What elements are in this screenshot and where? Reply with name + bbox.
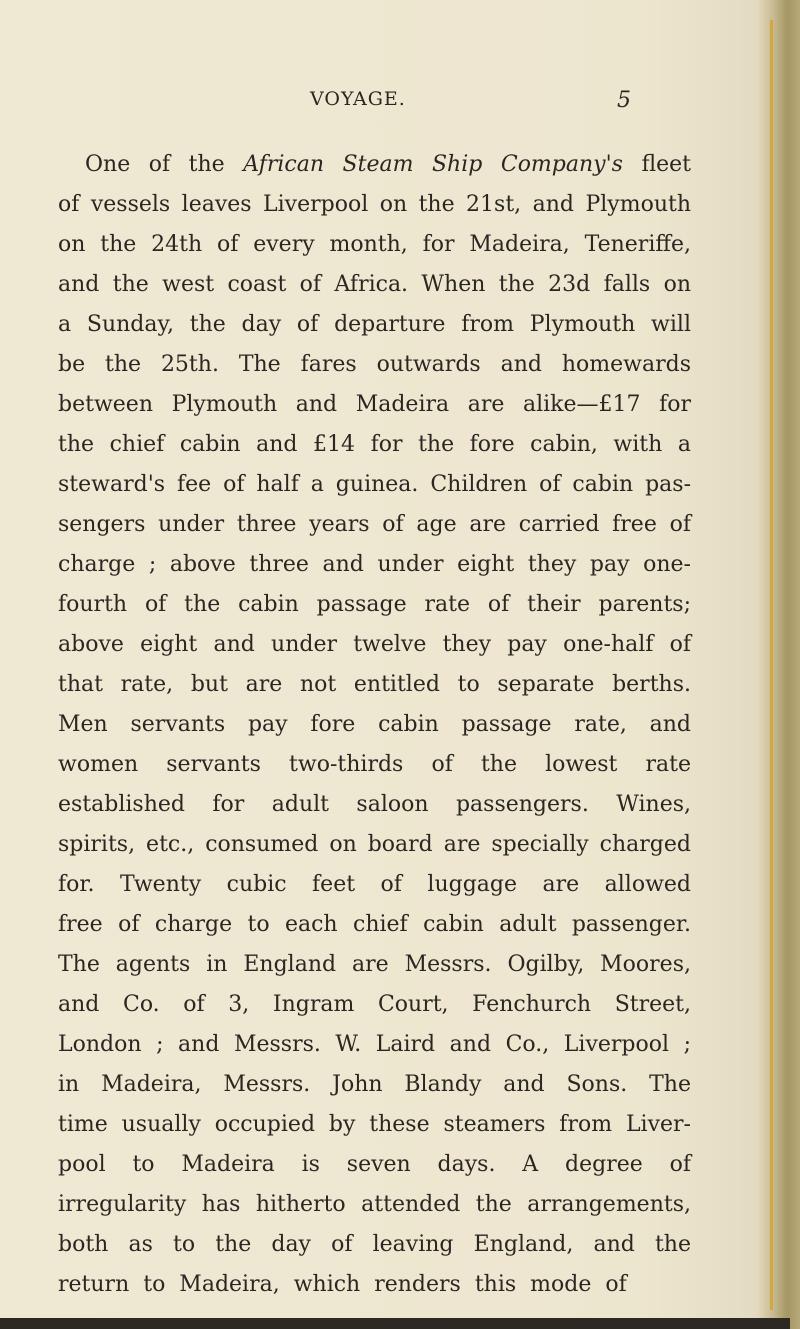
text-line: above eight and under twelve they pay one-half of — [58, 632, 691, 657]
text-line: in Madeira, Messrs. John Blandy and Sons. The — [58, 1072, 691, 1097]
text-line-last: return to Madeira, which renders this mode of — [58, 1272, 627, 1297]
text-line: that rate, but are not entitled to separate berths. — [58, 672, 691, 697]
running-title: VOYAGE. — [310, 88, 406, 110]
text-line-end: fleet — [622, 152, 692, 177]
text-line: fourth of the cabin passage rate of their parents; — [58, 592, 691, 617]
text-line: spirits, etc., consumed on board are specially charged — [58, 832, 691, 857]
running-head — [0, 88, 760, 118]
text-line: between Plymouth and Madeira are alike—£17 for — [58, 392, 691, 417]
text-line: time usually occupied by these steamers from Liver- — [58, 1112, 691, 1137]
text-line: and the west coast of Africa. When the 23d falls on — [58, 272, 691, 297]
body-paragraph — [58, 145, 691, 1305]
text-line: a Sunday, the day of departure from Plymouth will — [58, 312, 691, 337]
text-line: be the 25th. The fares outwards and homewards — [58, 352, 691, 377]
text-line: London ; and Messrs. W. Laird and Co., Liverpool ; — [58, 1032, 691, 1057]
text-line: on the 24th of every month, for Madeira, Teneriffe, — [58, 232, 691, 257]
text-line: free of charge to each chief cabin adult passenger. — [58, 912, 691, 937]
text-line: women servants two-thirds of the lowest rate — [58, 752, 691, 777]
text-line-start: One of the — [85, 152, 244, 177]
text-line: charge ; above three and under eight they pay one- — [58, 552, 691, 577]
company-name-italic: African Steam Ship Company's — [243, 152, 623, 177]
text-line — [58, 145, 691, 185]
bottom-shadow-edge — [0, 1318, 790, 1329]
text-line: steward's fee of half a guinea. Children of cabin pas- — [58, 472, 691, 497]
text-line: established for adult saloon passengers. Wines, — [58, 792, 691, 817]
page-number: 5 — [617, 88, 631, 113]
text-line: pool to Madeira is seven days. A degree of — [58, 1152, 691, 1177]
gilt-edge-line — [770, 20, 773, 1310]
text-line: and Co. of 3, Ingram Court, Fenchurch Street, — [58, 992, 691, 1017]
text-line: for. Twenty cubic feet of luggage are allowed — [58, 872, 691, 897]
text-line: irregularity has hitherto attended the arrangements, — [58, 1192, 691, 1217]
text-line: the chief cabin and £14 for the fore cabin, with a — [58, 432, 691, 457]
text-line: sengers under three years of age are carried free of — [58, 512, 691, 537]
text-line: both as to the day of leaving England, and the — [58, 1232, 691, 1257]
text-line: The agents in England are Messrs. Ogilby, Moores, — [58, 952, 691, 977]
page-fore-edge — [758, 0, 800, 1329]
text-line: of vessels leaves Liverpool on the 21st, and Plymouth — [58, 192, 691, 217]
text-line: Men servants pay fore cabin passage rate, and — [58, 712, 691, 737]
